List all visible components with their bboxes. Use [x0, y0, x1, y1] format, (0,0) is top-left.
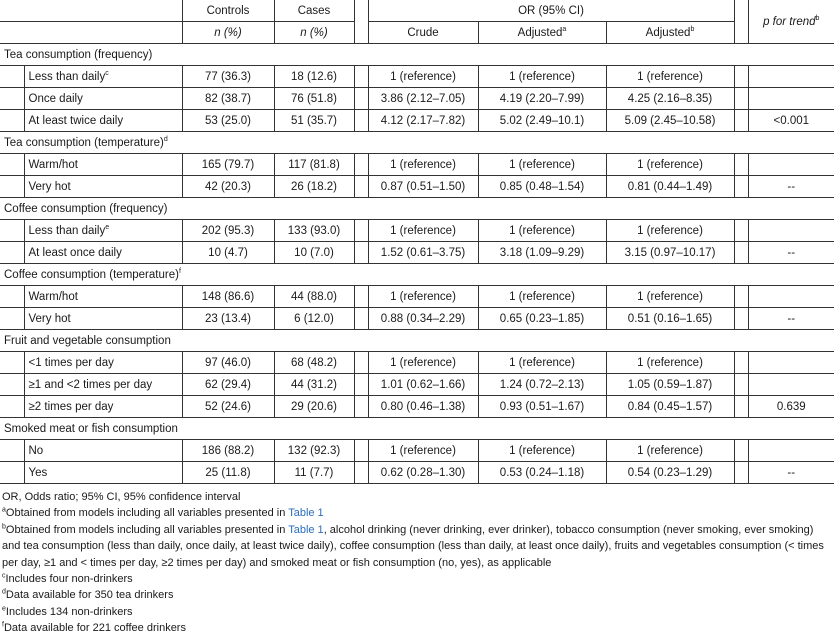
table-row	[0, 462, 834, 484]
cases-cell: 132 (92.3)	[274, 440, 354, 462]
cases-cell: 44 (88.0)	[274, 286, 354, 308]
adjusted-b-cell: 1 (reference)	[606, 286, 734, 308]
section-title	[0, 198, 834, 220]
footnote-f	[2, 620, 832, 636]
controls-cell: 148 (86.6)	[182, 286, 274, 308]
section-title-text: Tea consumption (temperature)	[4, 136, 164, 149]
table-1-link[interactable]: Table 1	[288, 507, 324, 520]
row-label-text: No	[28, 444, 44, 457]
p-trend-sup: b	[815, 14, 820, 22]
row-label-text: Very hot	[28, 312, 71, 325]
adjusted-b-cell: 0.54 (0.23–1.29)	[606, 462, 734, 484]
adjusted-a-cell: 1 (reference)	[478, 352, 606, 374]
controls-cell: 10 (4.7)	[182, 242, 274, 264]
section-title-text: Coffee consumption (temperature)	[4, 268, 179, 281]
cases-cell: 29 (20.6)	[274, 396, 354, 418]
table-row	[0, 308, 834, 330]
section-title-text: Coffee consumption (frequency)	[4, 202, 168, 215]
adjusted-b-cell: 1 (reference)	[606, 440, 734, 462]
section-title-text: Tea consumption (frequency)	[4, 48, 153, 61]
row-indent	[0, 396, 24, 418]
row-label-text: Warm/hot	[28, 158, 78, 171]
row-indent	[0, 352, 24, 374]
row-label	[24, 176, 182, 198]
adjusted-b-cell: 0.81 (0.44–1.49)	[606, 176, 734, 198]
spacer-cell	[734, 66, 748, 88]
controls-cell: 82 (38.7)	[182, 88, 274, 110]
p-trend-cell: --	[748, 462, 834, 484]
cases-cell: 117 (81.8)	[274, 154, 354, 176]
header-adjusted-a	[478, 22, 606, 44]
header-controls: Controls	[182, 0, 274, 22]
p-trend-cell	[748, 440, 834, 462]
section-title-text: Fruit and vegetable consumption	[4, 334, 171, 347]
row-label-text: Once daily	[28, 92, 83, 105]
controls-cell: 202 (95.3)	[182, 220, 274, 242]
spacer-cell	[734, 220, 748, 242]
spacer-cell	[734, 396, 748, 418]
section-title	[0, 44, 834, 66]
adjusted-a-cell: 1 (reference)	[478, 440, 606, 462]
header-crude: Crude	[368, 22, 478, 44]
table-row	[0, 286, 834, 308]
spacer-cell	[354, 88, 368, 110]
spacer-cell	[734, 176, 748, 198]
crude-or-cell: 4.12 (2.17–7.82)	[368, 110, 478, 132]
p-trend-cell	[748, 286, 834, 308]
row-label	[24, 352, 182, 374]
row-label-text: Less than daily	[28, 224, 106, 237]
table-row	[0, 220, 834, 242]
table-row	[0, 176, 834, 198]
cases-cell: 51 (35.7)	[274, 110, 354, 132]
row-indent	[0, 176, 24, 198]
footnote-b-text: Obtained from models including all variables presented in	[5, 523, 289, 536]
p-trend-cell	[748, 88, 834, 110]
cases-cell: 133 (93.0)	[274, 220, 354, 242]
footnote-b-sup: b	[2, 523, 6, 531]
crude-or-cell: 0.87 (0.51–1.50)	[368, 176, 478, 198]
adjusted-b-label: Adjusted	[645, 26, 691, 39]
crude-or-cell: 1.52 (0.61–3.75)	[368, 242, 478, 264]
crude-or-cell: 1 (reference)	[368, 66, 478, 88]
spacer-cell	[354, 374, 368, 396]
table-row	[0, 88, 834, 110]
table-row	[0, 66, 834, 88]
row-label	[24, 440, 182, 462]
row-label-text: Warm/hot	[28, 290, 78, 303]
spacer-cell	[734, 352, 748, 374]
adjusted-a-cell: 0.65 (0.23–1.85)	[478, 308, 606, 330]
header-or-group: OR (95% CI)	[368, 0, 734, 22]
controls-cell: 77 (36.3)	[182, 66, 274, 88]
footnote-d-sup: d	[2, 588, 6, 596]
footnote-f-text: Data available for 221 coffee drinkers	[3, 622, 186, 635]
spacer-cell	[354, 176, 368, 198]
table-row	[0, 242, 834, 264]
crude-or-cell: 1 (reference)	[368, 352, 478, 374]
p-trend-cell	[748, 374, 834, 396]
adjusted-a-cell: 1 (reference)	[478, 66, 606, 88]
header-cases: Cases	[274, 0, 354, 22]
section-title-row	[0, 44, 834, 66]
spacer-cell	[354, 110, 368, 132]
row-indent	[0, 66, 24, 88]
adjusted-b-cell: 1 (reference)	[606, 220, 734, 242]
footnote-f-sup: f	[2, 621, 4, 629]
p-trend-cell: --	[748, 176, 834, 198]
crude-or-cell: 0.62 (0.28–1.30)	[368, 462, 478, 484]
header-blank	[0, 0, 182, 22]
section-title-row	[0, 418, 834, 440]
section-title-sup: f	[178, 267, 181, 275]
table-footnotes	[2, 489, 832, 637]
spacer-cell	[734, 286, 748, 308]
controls-cell: 97 (46.0)	[182, 352, 274, 374]
cases-cell: 68 (48.2)	[274, 352, 354, 374]
section-title	[0, 132, 834, 154]
adjusted-a-cell: 0.53 (0.24–1.18)	[478, 462, 606, 484]
spacer-cell	[734, 440, 748, 462]
row-indent	[0, 286, 24, 308]
crude-or-cell: 1.01 (0.62–1.66)	[368, 374, 478, 396]
p-trend-cell	[748, 220, 834, 242]
row-label-text: At least once daily	[28, 246, 122, 259]
adjusted-b-sup: b	[690, 25, 695, 33]
spacer-cell	[354, 396, 368, 418]
row-indent	[0, 220, 24, 242]
spacer-cell	[734, 374, 748, 396]
spacer-cell	[734, 308, 748, 330]
spacer-cell	[354, 286, 368, 308]
row-label	[24, 110, 182, 132]
crude-or-cell: 1 (reference)	[368, 286, 478, 308]
row-indent	[0, 462, 24, 484]
header-n-pct-controls: n (%)	[182, 22, 274, 44]
p-trend-label: p for trend	[763, 15, 816, 28]
spacer-cell	[354, 220, 368, 242]
footnote-c-sup: c	[2, 572, 6, 580]
controls-cell: 165 (79.7)	[182, 154, 274, 176]
cases-cell: 76 (51.8)	[274, 88, 354, 110]
controls-cell: 23 (13.4)	[182, 308, 274, 330]
row-indent	[0, 374, 24, 396]
adjusted-a-label: Adjusted	[517, 26, 563, 39]
spacer-cell	[354, 352, 368, 374]
adjusted-b-cell: 0.84 (0.45–1.57)	[606, 396, 734, 418]
row-label-text: Yes	[28, 466, 48, 479]
crude-or-cell: 0.80 (0.46–1.38)	[368, 396, 478, 418]
adjusted-a-cell: 1 (reference)	[478, 220, 606, 242]
row-label	[24, 396, 182, 418]
adjusted-a-cell: 3.18 (1.09–9.29)	[478, 242, 606, 264]
cases-cell: 6 (12.0)	[274, 308, 354, 330]
row-label	[24, 242, 182, 264]
header-spacer-2	[734, 0, 748, 44]
row-indent	[0, 110, 24, 132]
adjusted-a-cell: 0.85 (0.48–1.54)	[478, 176, 606, 198]
row-label-text: ≥1 and <2 times per day	[28, 378, 153, 391]
row-label	[24, 88, 182, 110]
row-label	[24, 286, 182, 308]
controls-cell: 42 (20.3)	[182, 176, 274, 198]
section-title	[0, 264, 834, 286]
row-label	[24, 154, 182, 176]
p-trend-cell	[748, 154, 834, 176]
row-label-text: Less than daily	[28, 70, 106, 83]
row-label	[24, 220, 182, 242]
p-trend-cell	[748, 352, 834, 374]
adjusted-b-cell: 4.25 (2.16–8.35)	[606, 88, 734, 110]
cases-cell: 10 (7.0)	[274, 242, 354, 264]
cases-cell: 44 (31.2)	[274, 374, 354, 396]
footnote-c	[2, 571, 832, 587]
row-label-text: Very hot	[28, 180, 71, 193]
row-indent	[0, 242, 24, 264]
crude-or-cell: 1 (reference)	[368, 220, 478, 242]
controls-cell: 186 (88.2)	[182, 440, 274, 462]
footnote-a-sup: a	[2, 506, 6, 514]
p-trend-cell: --	[748, 242, 834, 264]
p-trend-cell: 0.639	[748, 396, 834, 418]
crude-or-cell: 3.86 (2.12–7.05)	[368, 88, 478, 110]
section-title	[0, 330, 834, 352]
row-indent	[0, 440, 24, 462]
section-title-row	[0, 132, 834, 154]
adjusted-a-cell: 0.93 (0.51–1.67)	[478, 396, 606, 418]
cases-cell: 11 (7.7)	[274, 462, 354, 484]
row-indent	[0, 88, 24, 110]
adjusted-a-cell: 5.02 (2.49–10.1)	[478, 110, 606, 132]
p-trend-cell	[748, 66, 834, 88]
adjusted-b-cell: 1 (reference)	[606, 154, 734, 176]
spacer-cell	[734, 154, 748, 176]
adjusted-a-cell: 1 (reference)	[478, 154, 606, 176]
p-trend-cell: --	[748, 308, 834, 330]
row-label	[24, 308, 182, 330]
crude-or-cell: 1 (reference)	[368, 440, 478, 462]
header-row-2	[0, 22, 834, 44]
crude-or-cell: 0.88 (0.34–2.29)	[368, 308, 478, 330]
section-title-row	[0, 264, 834, 286]
spacer-cell	[354, 440, 368, 462]
row-label-text: At least twice daily	[28, 114, 124, 127]
row-label	[24, 374, 182, 396]
table-row	[0, 440, 834, 462]
spacer-cell	[354, 154, 368, 176]
table-1-link[interactable]: Table 1	[288, 523, 324, 536]
spacer-cell	[734, 110, 748, 132]
header-n-pct-cases: n (%)	[274, 22, 354, 44]
row-label	[24, 462, 182, 484]
spacer-cell	[354, 308, 368, 330]
controls-cell: 53 (25.0)	[182, 110, 274, 132]
adjusted-b-cell: 5.09 (2.45–10.58)	[606, 110, 734, 132]
header-p-trend	[748, 0, 834, 44]
footnote-d-text: Data available for 350 tea drinkers	[5, 589, 174, 602]
row-indent	[0, 154, 24, 176]
adjusted-b-cell: 1 (reference)	[606, 66, 734, 88]
adjusted-b-cell: 3.15 (0.97–10.17)	[606, 242, 734, 264]
header-spacer-1	[354, 0, 368, 44]
header-blank-2	[0, 22, 182, 44]
section-title-sup: d	[163, 135, 168, 143]
p-trend-cell: <0.001	[748, 110, 834, 132]
section-title-text: Smoked meat or fish consumption	[4, 422, 178, 435]
table-row	[0, 110, 834, 132]
row-label-text: ≥2 times per day	[28, 400, 114, 413]
adjusted-a-sup: a	[562, 25, 567, 33]
spacer-cell	[734, 88, 748, 110]
adjusted-b-cell: 1.05 (0.59–1.87)	[606, 374, 734, 396]
adjusted-b-cell: 0.51 (0.16–1.65)	[606, 308, 734, 330]
header-row-1	[0, 0, 834, 22]
adjusted-a-cell: 1 (reference)	[478, 286, 606, 308]
footnote-e-text: Includes 134 non-drinkers	[5, 605, 133, 618]
row-indent	[0, 308, 24, 330]
footnote-a	[2, 505, 832, 521]
cases-cell: 26 (18.2)	[274, 176, 354, 198]
footnote-d	[2, 587, 832, 603]
footnote-abbrev: OR, Odds ratio; 95% CI, 95% confidence interval	[2, 491, 241, 503]
spacer-cell	[734, 242, 748, 264]
adjusted-a-cell: 4.19 (2.20–7.99)	[478, 88, 606, 110]
adjusted-b-cell: 1 (reference)	[606, 352, 734, 374]
footnote-b-text-cont: , alcohol drinking (never drinking, ever drinker), tobacco consumption (never smoking, ever smoking) and tea consumption (less than daily, once daily, at least twice daily), coffee consumption (less than daily, at least once daily), fruits and vegetables consumption (< times per day, ≥1 and < times per day, ≥2 times per day) and smoked meat or fish consumption (no, yes), as applicable	[2, 523, 824, 569]
footnote-e	[2, 604, 832, 620]
footnote-a-text: Obtained from models including all variables presented in	[5, 507, 289, 520]
controls-cell: 62 (29.4)	[182, 374, 274, 396]
controls-cell: 52 (24.6)	[182, 396, 274, 418]
spacer-cell	[354, 66, 368, 88]
section-title	[0, 418, 834, 440]
footnote-c-text: Includes four non-drinkers	[5, 573, 133, 586]
crude-or-cell: 1 (reference)	[368, 154, 478, 176]
footnote-e-sup: e	[2, 605, 6, 613]
spacer-cell	[734, 462, 748, 484]
section-title-row	[0, 198, 834, 220]
spacer-cell	[354, 462, 368, 484]
controls-cell: 25 (11.8)	[182, 462, 274, 484]
table-row	[0, 374, 834, 396]
row-label-sup: e	[105, 223, 110, 231]
table-row	[0, 154, 834, 176]
spacer-cell	[354, 242, 368, 264]
row-label-sup: c	[105, 69, 109, 77]
footnote-b	[2, 522, 832, 571]
table-row	[0, 396, 834, 418]
adjusted-a-cell: 1.24 (0.72–2.13)	[478, 374, 606, 396]
cases-cell: 18 (12.6)	[274, 66, 354, 88]
section-title-row	[0, 330, 834, 352]
header-adjusted-b	[606, 22, 734, 44]
row-label	[24, 66, 182, 88]
row-label-text: <1 times per day	[28, 356, 114, 369]
table-row	[0, 352, 834, 374]
